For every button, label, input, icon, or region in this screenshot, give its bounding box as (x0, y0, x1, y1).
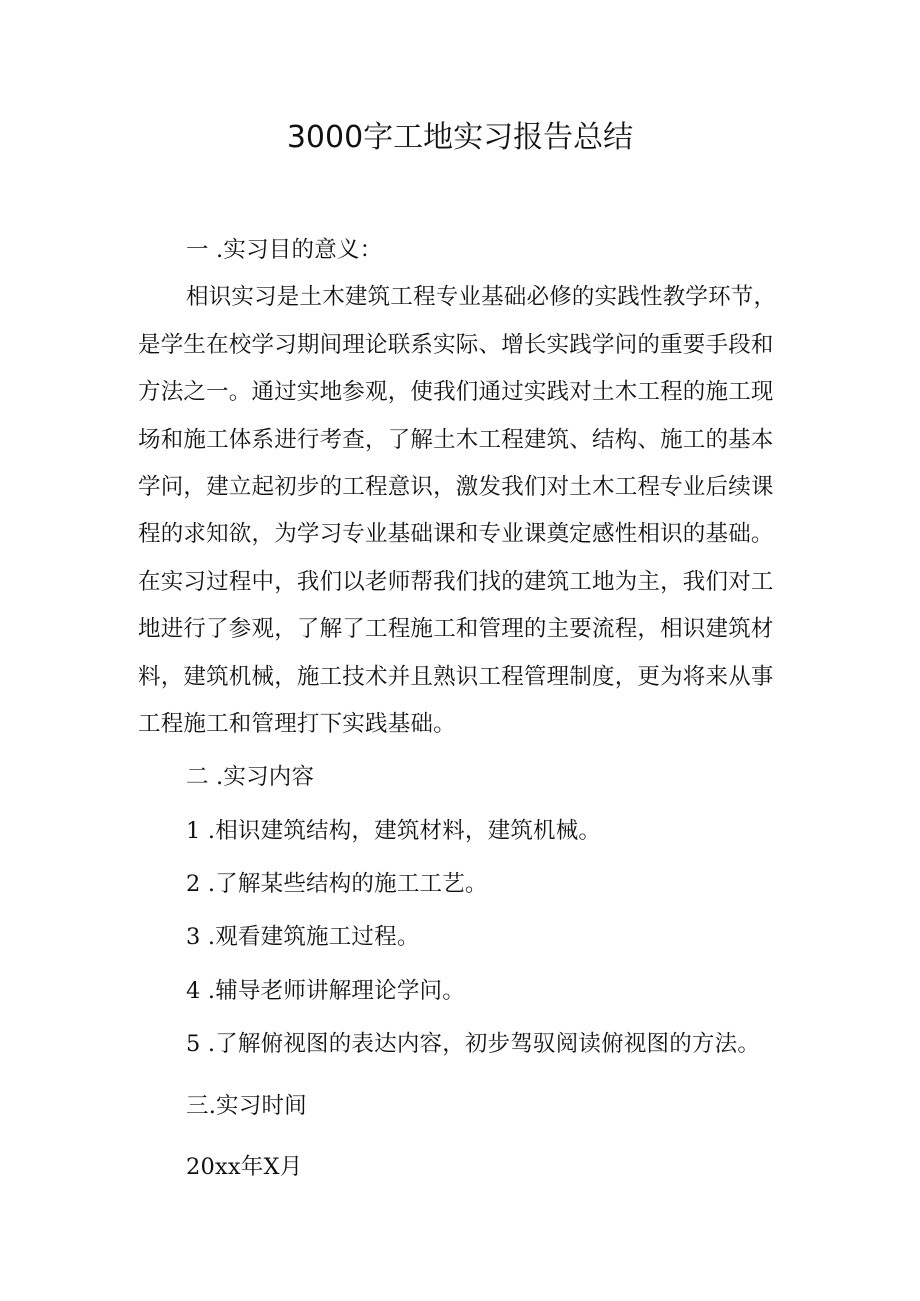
section-heading-purpose: 一 .实习目的意义： (186, 237, 383, 263)
paragraph-line: 程的求知欲，为学习专业基础课和专业课奠定感性相识的基础。 (138, 521, 774, 548)
document-title: 3000字工地实习报告总结 (286, 120, 634, 155)
section-heading-time: 三.实习时间 (186, 1092, 307, 1119)
list-item: 3 .观看建筑施工过程。 (186, 924, 420, 951)
paragraph-line: 相识实习是土木建筑工程专业基础必修的实践性教学环节， (186, 284, 777, 311)
paragraph-line: 地进行了参观，了解了工程施工和管理的主要流程，相识建筑材 (138, 616, 774, 643)
document-body (138, 227, 786, 1191)
paragraph-line: 在实习过程中，我们以老师帮我们找的建筑工地为主，我们对工 (138, 568, 774, 595)
section-heading-content: 二 .实习内容 (186, 764, 315, 791)
paragraph-line: 场和施工体系进行考查，了解土木工程建筑、结构、施工的基本 (138, 426, 774, 453)
paragraph-line: 方法之一。通过实地参观，使我们通过实践对土木工程的施工现 (138, 379, 774, 406)
paragraph-line: 学问，建立起初步的工程意识，激发我们对土木工程专业后续课 (138, 473, 774, 500)
paragraph-line: 工程施工和管理打下实践基础。 (138, 710, 456, 737)
list-item: 5 .了解俯视图的表达内容，初步驾驭阅读俯视图的方法。 (186, 1031, 761, 1058)
list-item: 4 .辅导老师讲解理论学问。 (186, 977, 465, 1004)
paragraph-line: 是学生在校学习期间理论联系实际、增长实践学问的重要手段和 (138, 331, 774, 358)
list-item: 1 .相识建筑结构，建筑材料，建筑机械。 (186, 817, 602, 844)
internship-date: 20xx年X月 (186, 1154, 303, 1181)
paragraph-line: 料，建筑机械，施工技术并且熟识工程管理制度，更为将来从事 (138, 663, 774, 690)
list-item: 2 .了解某些结构的施工工艺。 (186, 871, 488, 898)
